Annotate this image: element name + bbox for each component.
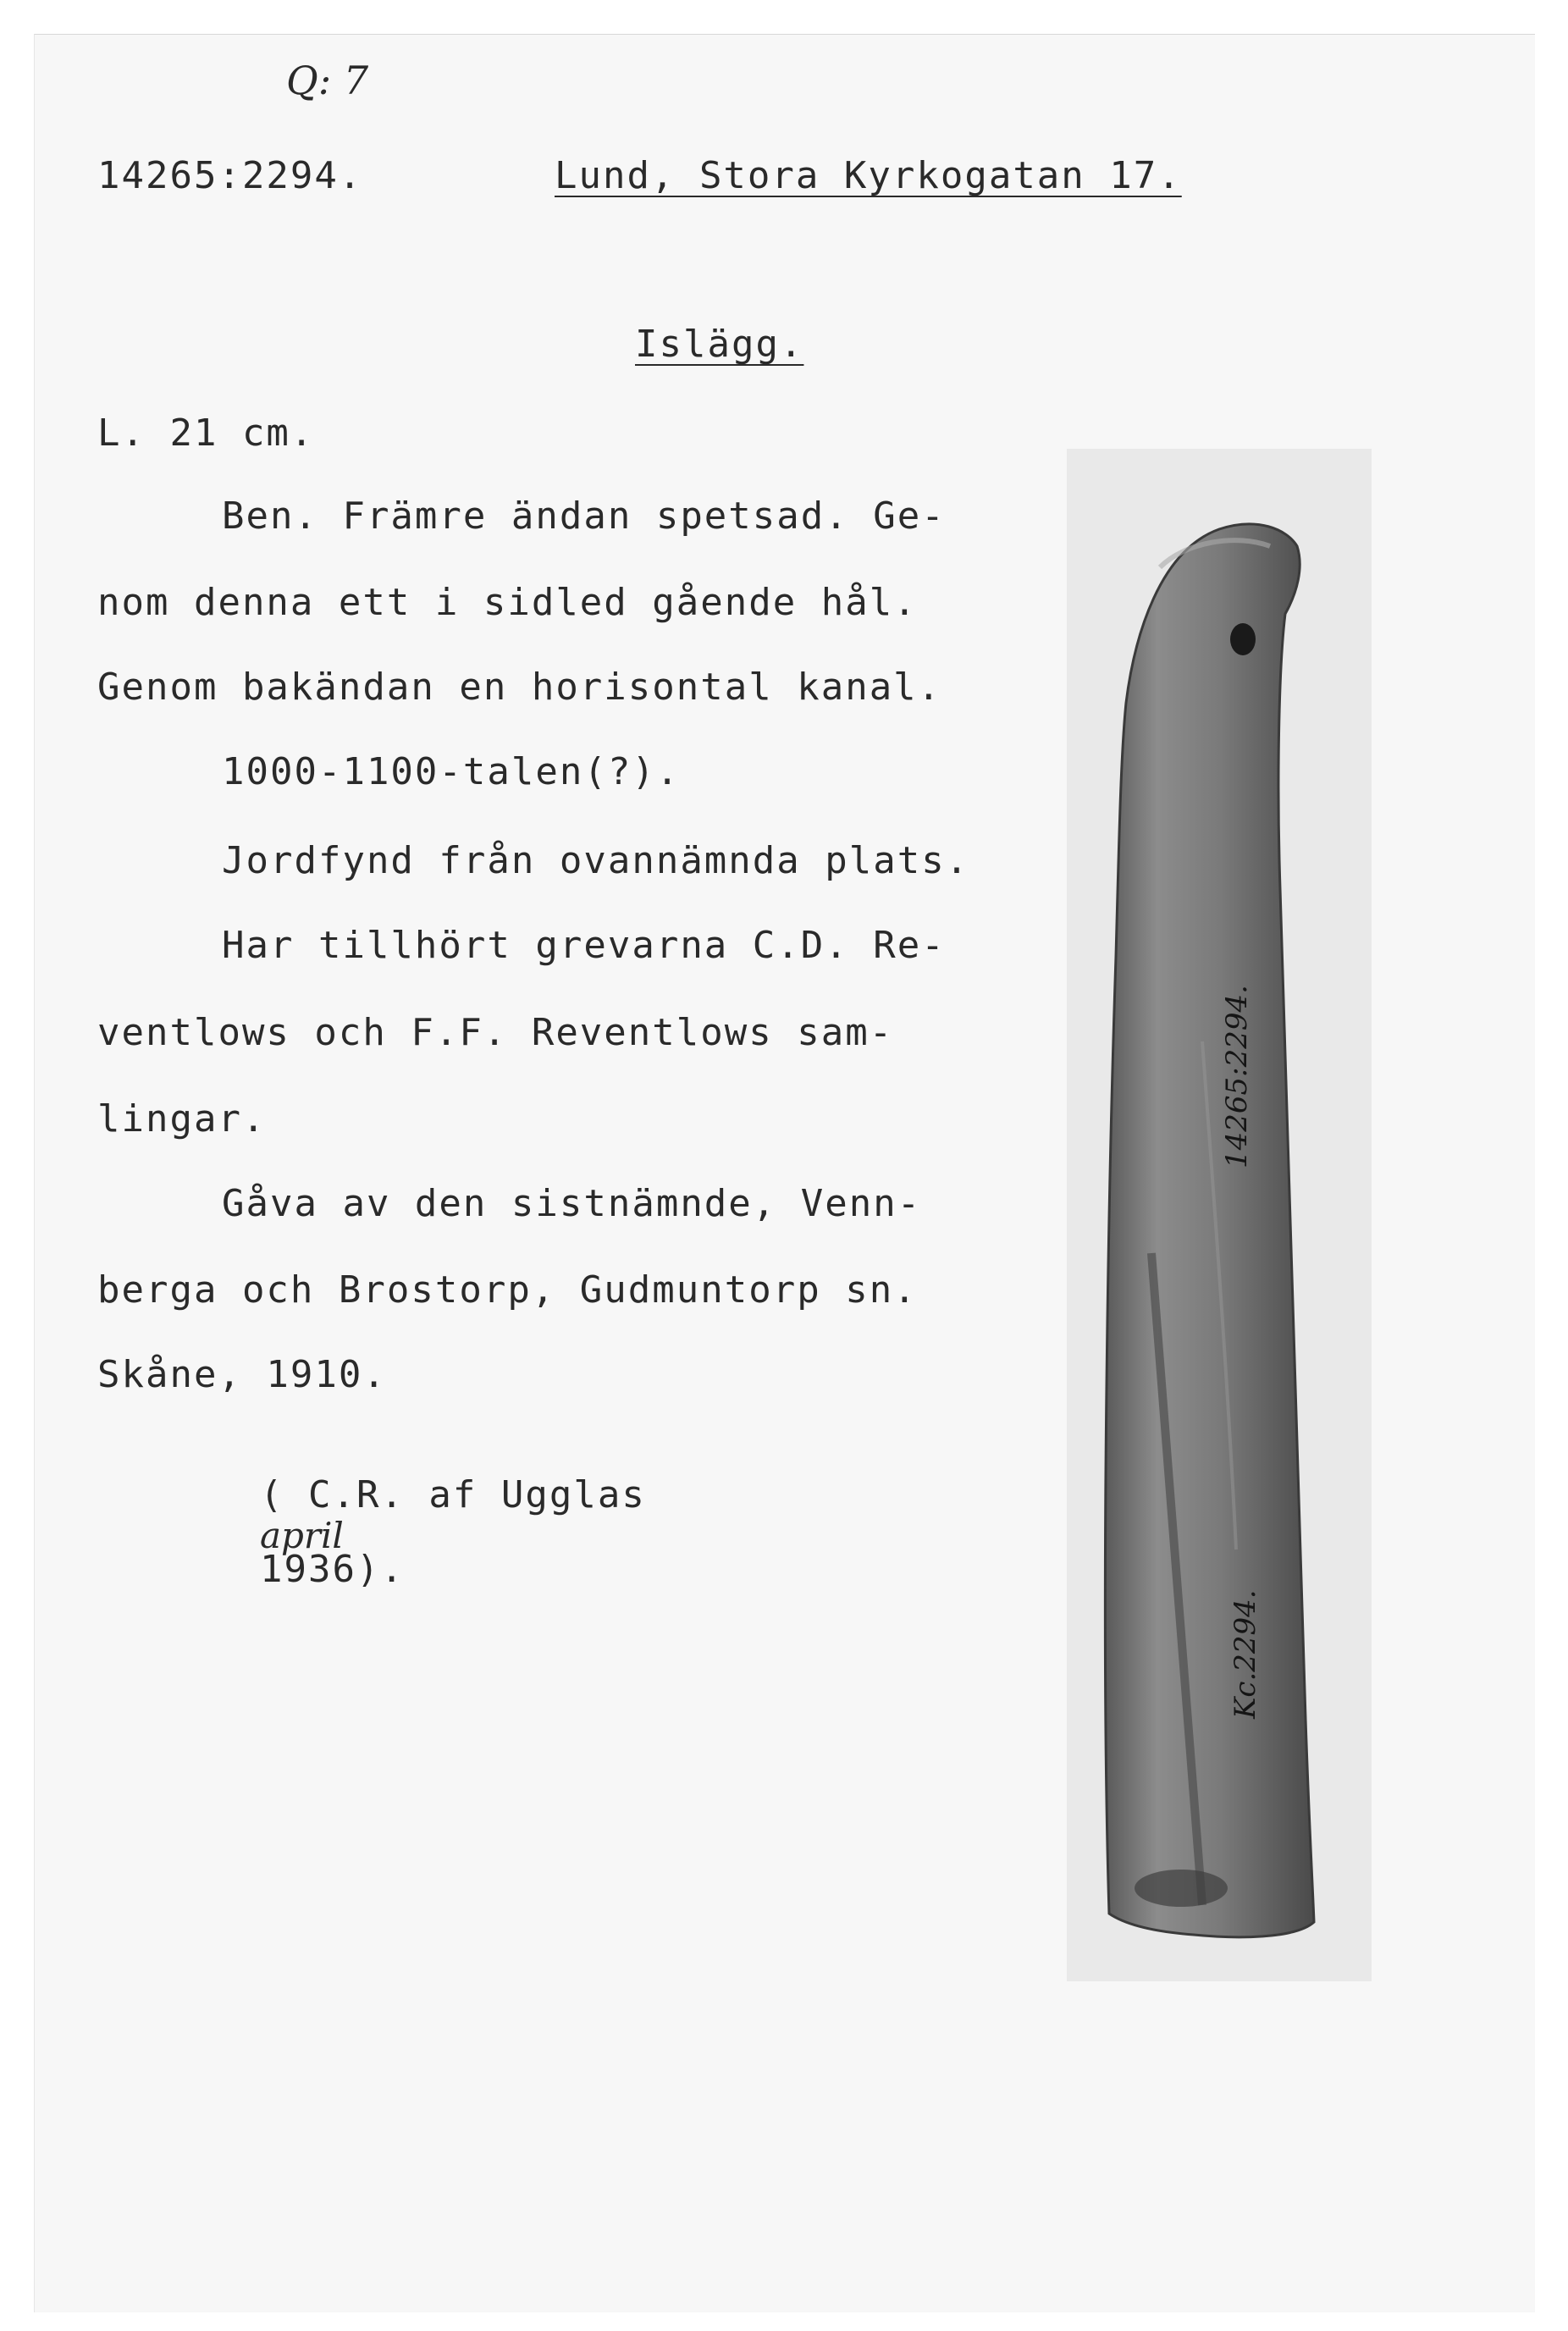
description-line: Jordfynd från ovannämnda plats.	[222, 839, 970, 882]
object-label-lower: Kc.2294.	[1228, 1589, 1262, 1719]
object-label-upper: 14265:2294.	[1220, 985, 1254, 1168]
description-line: Ben. Främre ändan spetsad. Ge-	[222, 494, 946, 538]
description-line: lingar.	[97, 1097, 267, 1141]
description-line: nom denna ett i sidled gående hål.	[97, 581, 918, 624]
description-line: 1000-1100-talen(?).	[222, 750, 681, 793]
catalog-number: 14265:2294.	[97, 154, 363, 197]
object-photo	[1067, 449, 1372, 1981]
description-line: Har tillhört grevarna C.D. Re-	[222, 924, 946, 967]
archive-note: Q: 7	[286, 58, 369, 103]
attribution-year: 1936).	[259, 1548, 405, 1591]
find-location: Lund, Stora Kyrkogatan 17.	[555, 154, 1182, 197]
description-line: ventlows och F.F. Reventlows sam-	[97, 1011, 894, 1054]
measurement: L. 21 cm.	[97, 412, 315, 455]
handwritten-month: april	[259, 1515, 344, 1556]
bone-skate-image	[1067, 449, 1372, 1981]
attribution	[212, 1439, 646, 1591]
description-line: Skåne, 1910.	[97, 1353, 387, 1396]
description-line: berga och Brostorp, Gudmuntorp sn.	[97, 1268, 918, 1312]
attribution-author: ( C.R. af Ugglas	[259, 1473, 646, 1516]
description-line: Gåva av den sistnämnde, Venn-	[222, 1182, 922, 1225]
object-title: Islägg.	[635, 323, 804, 366]
description-line: Genom bakändan en horisontal kanal.	[97, 666, 942, 709]
